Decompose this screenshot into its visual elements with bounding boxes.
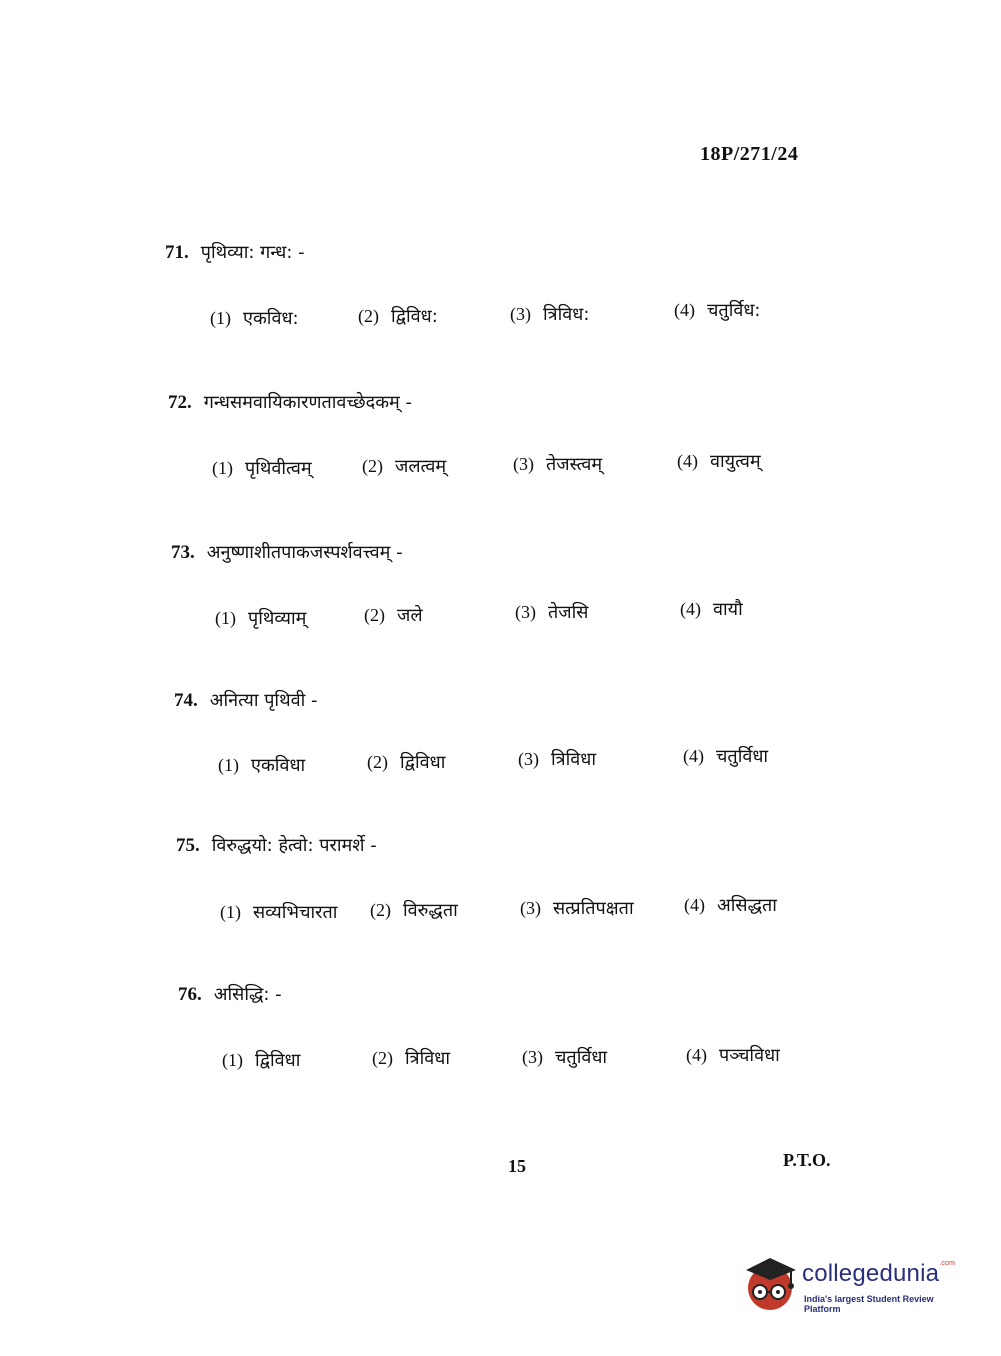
question-stem bbox=[171, 540, 403, 570]
question-text: अनित्या पृथिवी - bbox=[209, 690, 318, 711]
option-number: (4) bbox=[686, 1045, 707, 1065]
question-number: 73. bbox=[171, 542, 195, 563]
option-3 bbox=[520, 896, 634, 920]
question-number: 72. bbox=[168, 392, 192, 413]
option-1 bbox=[220, 900, 337, 924]
option-2 bbox=[358, 304, 438, 328]
option-number: (3) bbox=[522, 1047, 543, 1067]
option-4 bbox=[683, 744, 768, 768]
option-text: जलत्वम् bbox=[395, 456, 447, 477]
option-number: (4) bbox=[677, 451, 698, 471]
option-text: तेजसि bbox=[548, 602, 589, 623]
question-number: 76. bbox=[178, 984, 202, 1005]
option-text: जले bbox=[397, 605, 423, 626]
option-number: (2) bbox=[358, 306, 379, 326]
option-number: (4) bbox=[683, 746, 704, 766]
option-4 bbox=[684, 893, 777, 917]
option-number: (3) bbox=[513, 454, 534, 474]
question-text: गन्धसमवायिकारणतावच्छेदकम् - bbox=[203, 392, 413, 413]
option-3 bbox=[522, 1045, 607, 1069]
question-number: 71. bbox=[165, 242, 189, 263]
option-number: (3) bbox=[510, 304, 531, 324]
option-text: पृथिवीत्वम् bbox=[245, 458, 312, 479]
option-3 bbox=[513, 452, 602, 476]
option-text: सव्यभिचारता bbox=[253, 902, 338, 923]
option-text: असिद्धता bbox=[717, 895, 777, 916]
option-number: (2) bbox=[362, 456, 383, 476]
option-2 bbox=[367, 750, 445, 774]
question-text: पृथिव्या: गन्ध: - bbox=[200, 242, 305, 263]
option-number: (3) bbox=[515, 602, 536, 622]
option-text: पृथिव्याम् bbox=[248, 608, 307, 629]
option-text: त्रिविधा bbox=[551, 749, 596, 770]
option-number: (1) bbox=[212, 458, 233, 478]
option-2 bbox=[364, 603, 423, 627]
option-number: (4) bbox=[680, 599, 701, 619]
option-number: (1) bbox=[218, 755, 239, 775]
option-4 bbox=[680, 597, 743, 621]
option-1 bbox=[210, 306, 299, 330]
option-4 bbox=[686, 1043, 780, 1067]
option-text: वायुत्वम् bbox=[710, 451, 761, 472]
option-3 bbox=[518, 747, 596, 771]
option-4 bbox=[677, 449, 761, 473]
paper-code: 18P/271/24 bbox=[700, 143, 799, 165]
option-text: तेजस्त्वम् bbox=[546, 454, 603, 475]
option-number: (2) bbox=[372, 1048, 393, 1068]
option-number: (3) bbox=[520, 898, 541, 918]
option-number: (4) bbox=[674, 300, 695, 320]
question-stem bbox=[168, 390, 412, 420]
option-number: (1) bbox=[220, 902, 241, 922]
option-number: (2) bbox=[367, 752, 388, 772]
page-number: 15 bbox=[508, 1156, 526, 1176]
option-2 bbox=[370, 898, 458, 922]
option-text: वायौ bbox=[713, 599, 743, 620]
option-text: द्विविध: bbox=[391, 306, 438, 327]
option-text: एकविधा bbox=[251, 755, 306, 776]
option-text: द्विविधा bbox=[400, 752, 446, 773]
option-1 bbox=[215, 606, 306, 630]
question-stem bbox=[176, 833, 377, 863]
option-number: (1) bbox=[210, 308, 231, 328]
mascot-icon bbox=[740, 1252, 802, 1316]
question-stem bbox=[178, 982, 282, 1012]
option-2 bbox=[362, 454, 446, 478]
option-4 bbox=[674, 298, 761, 322]
option-text: पञ्चविधा bbox=[719, 1045, 780, 1066]
question-number: 74. bbox=[174, 690, 198, 711]
question-text: असिद्धि: - bbox=[213, 984, 282, 1005]
option-text: एकविध: bbox=[243, 308, 299, 329]
option-1 bbox=[222, 1048, 300, 1072]
option-text: चतुर्विधा bbox=[555, 1047, 608, 1068]
option-number: (1) bbox=[215, 608, 236, 628]
question-number: 75. bbox=[176, 835, 200, 856]
collegedunia-logo bbox=[740, 1252, 970, 1316]
logo-tagline: India's largest Student Review Platform bbox=[804, 1294, 934, 1314]
option-3 bbox=[515, 600, 588, 624]
pto-label: P.T.O. bbox=[783, 1150, 831, 1170]
option-text: विरुद्धता bbox=[403, 900, 458, 921]
option-text: सत्प्रतिपक्षता bbox=[553, 898, 634, 919]
option-1 bbox=[218, 753, 305, 777]
option-text: चतुर्विधा bbox=[716, 746, 769, 767]
question-stem bbox=[174, 688, 317, 718]
option-1 bbox=[212, 456, 312, 480]
option-text: द्विविधा bbox=[255, 1050, 301, 1071]
question-text: अनुष्णाशीतपाकजस्पर्शवत्त्वम् - bbox=[206, 542, 403, 563]
question-stem bbox=[165, 240, 305, 270]
question-text: विरुद्धयो: हेत्वो: परामर्शे - bbox=[211, 835, 377, 856]
option-text: त्रिविध: bbox=[543, 304, 590, 325]
option-text: चतुर्विध: bbox=[707, 300, 761, 321]
option-number: (1) bbox=[222, 1050, 243, 1070]
logo-wordmark: collegedunia$^{.com}$ bbox=[802, 1260, 956, 1287]
option-number: (2) bbox=[364, 605, 385, 625]
option-number: (4) bbox=[684, 895, 705, 915]
option-text: त्रिविधा bbox=[405, 1048, 450, 1069]
option-3 bbox=[510, 302, 589, 326]
option-2 bbox=[372, 1046, 450, 1070]
option-number: (2) bbox=[370, 900, 391, 920]
option-number: (3) bbox=[518, 749, 539, 769]
